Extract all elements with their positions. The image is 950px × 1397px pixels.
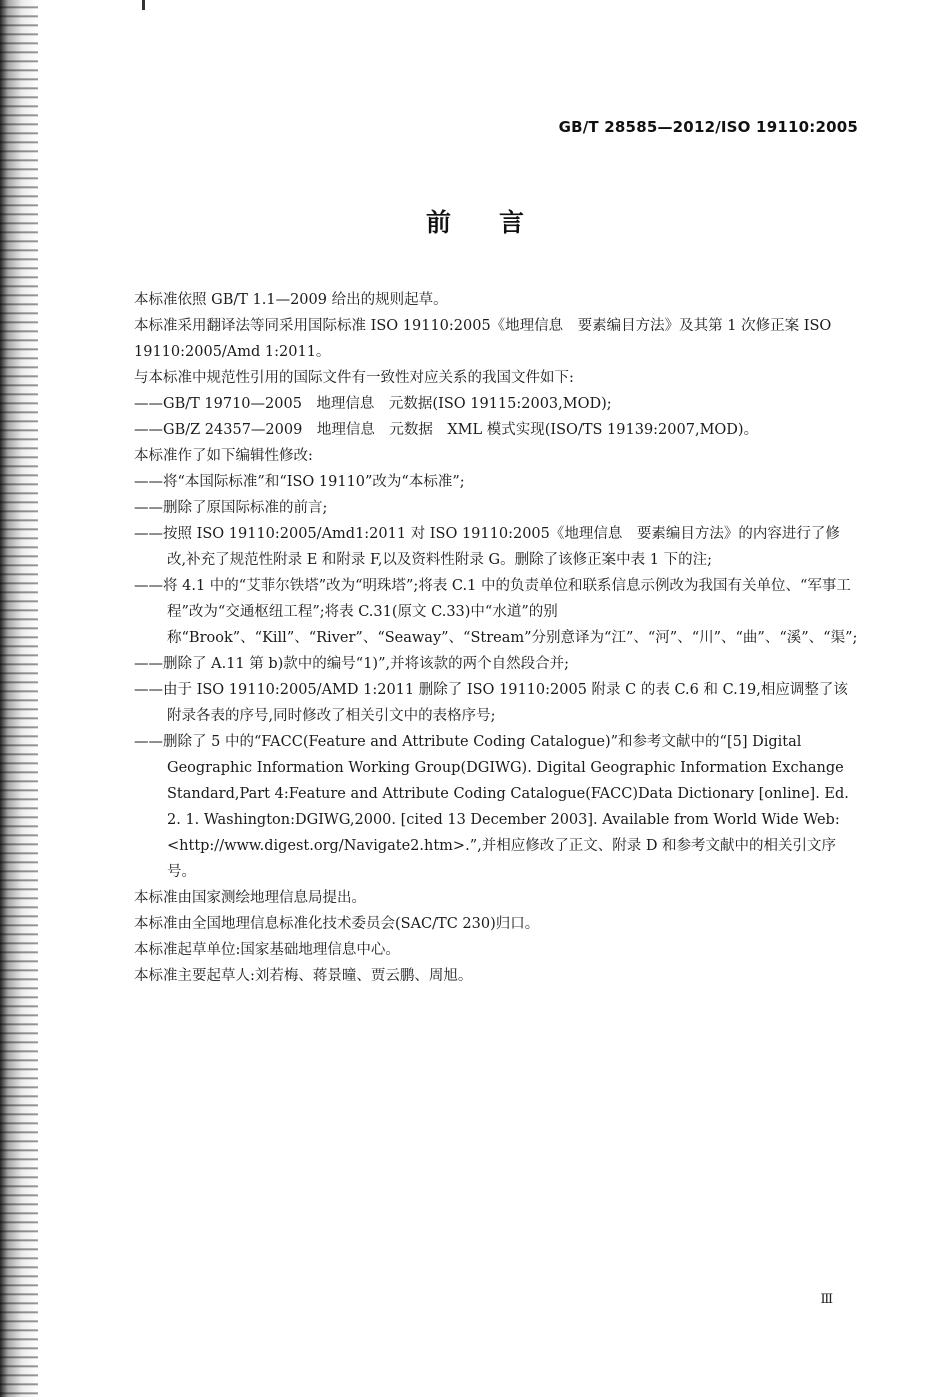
- paragraph-drafting-rules: 本标准依照 GB/T 1.1—2009 给出的规则起草。: [134, 292, 448, 308]
- editorial-change-item: ——将 4.1 中的“艾菲尔铁塔”改为“明珠塔”;将表 C.1 中的负责单位和联系信息示例改为我国有关单位、“军事工程”改为“交通枢纽工程”;将表 C.31(原文 C.33)中“水道”的别称“Brook”、“Kill”、“River”、“Seaway”、“Stream”分别意译为“江”、“河”、“川”、“曲”、“溪”、“渠”;: [134, 578, 858, 646]
- paragraph-editorial-intro: 本标准作了如下编辑性修改:: [134, 448, 313, 464]
- editorial-change-item: ——将“本国际标准”和“ISO 19110”改为“本标准”;: [134, 474, 465, 490]
- paragraph-proposer: 本标准由国家测绘地理信息局提出。: [134, 890, 366, 906]
- paragraph-committee: 本标准由全国地理信息标准化技术委员会(SAC/TC 230)归口。: [134, 916, 540, 932]
- standard-code: GB/T 28585—2012/ISO 19110:2005: [558, 118, 858, 136]
- editorial-change-item: ——由于 ISO 19110:2005/AMD 1:2011 删除了 ISO 19110:2005 附录 C 的表 C.6 和 C.19,相应调整了该附录各表的序号,同时修改了相关引文中的表格序号;: [134, 682, 848, 724]
- reference-item: ——GB/T 19710—2005 地理信息 元数据(ISO 19115:2003,MOD);: [134, 396, 612, 412]
- paragraph-references-intro: 与本标准中规范性引用的国际文件有一致性对应关系的我国文件如下:: [134, 370, 574, 386]
- editorial-change-item: ——删除了 A.11 第 b)款中的编号“1)”,并将该款的两个自然段合并;: [134, 656, 569, 672]
- paragraph-adoption: 本标准采用翻译法等同采用国际标准 ISO 19110:2005《地理信息 要素编目方法》及其第 1 次修正案 ISO 19110:2005/Amd 1:2011。: [134, 318, 832, 360]
- editorial-change-item: ——删除了 5 中的“FACC(Feature and Attribute Coding Catalogue)”和参考文献中的“[5] Digital Geographic Information Working Group(DGIWG). Digital Geographic Information Exchange Standard,Part 4:Feature and Attribute Coding Catalogue(FACC)Data Dictionary [online]. Ed. 2. 1. Washington:DGIWG,2000. [cited 13 December 2003]. Available from World Wide Web:<http://www.digest.org/Navigate2.htm>.”,并相应修改了正文、附录 D 和参考文献中的相关引文序号。: [134, 734, 849, 880]
- page-title: 前言: [425, 208, 572, 237]
- editorial-change-item: ——删除了原国际标准的前言;: [134, 500, 328, 516]
- editorial-change-item: ——按照 ISO 19110:2005/Amd1:2011 对 ISO 19110:2005《地理信息 要素编目方法》的内容进行了修改,补充了规范性附录 E 和附录 F,以及资料性附录 G。删除了该修正案中表 1 下的注;: [134, 526, 840, 568]
- paragraph-drafting-unit: 本标准起草单位:国家基础地理信息中心。: [134, 942, 400, 958]
- document-body: [134, 287, 858, 989]
- reference-item: ——GB/Z 24357—2009 地理信息 元数据 XML 模式实现(ISO/TS 19139:2007,MOD)。: [134, 422, 759, 438]
- paragraph-drafters: 本标准主要起草人:刘若梅、蒋景曈、贾云鹏、周旭。: [134, 968, 473, 984]
- page-number: Ⅲ: [820, 1292, 833, 1307]
- scan-mark: [142, 0, 145, 10]
